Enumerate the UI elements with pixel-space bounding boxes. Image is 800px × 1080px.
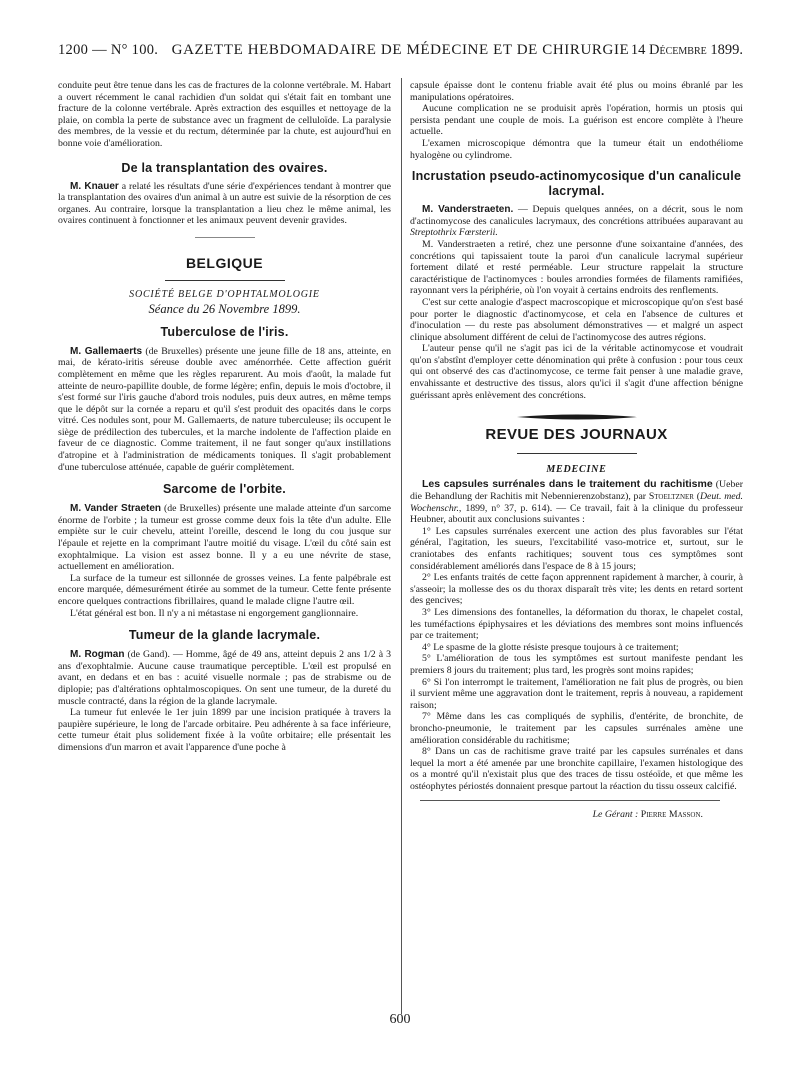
- column-divider: [401, 78, 402, 1014]
- paragraph-orbite-3: L'état général est bon. Il n'y a ni métastase ni engorgement ganglionnaire.: [70, 607, 359, 619]
- heading-rule: [165, 280, 285, 281]
- section-title-lacrymale: Tumeur de la glande lacrymale.: [128, 628, 321, 643]
- conclusion-item: 2° Les enfants traités de cette façon apprennent rapidement à marcher, à courir, à s'asseoir; la mollesse des os du thorax disparaît très vite; les dents en retard sortent des gencives;: [410, 572, 743, 607]
- paragraph-complication: Aucune complication ne se produisit après l'opération, hormis un ptosis qui persista pendant une couple de mois. La guérison est encore complète à l'heure actuelle.: [410, 103, 743, 138]
- species-name: Streptothrix Fœrsterii.: [410, 227, 498, 239]
- header-journal-title: GAZETTE HEBDOMADAIRE DE MÉDECINE ET DE CHIRURGIE: [171, 42, 630, 58]
- article-title: Les capsules surrénales dans le traitement du rachitisme: [422, 478, 713, 491]
- section-title-orbite: Sarcome de l'orbite.: [163, 482, 286, 497]
- article-journal: Deut. med. Wochenschr.: [410, 491, 743, 514]
- right-column: [410, 80, 743, 1020]
- paragraph-capsule: capsule épaisse dont le contenu friable avait été plus ou moins ébranlé par les manipulations opératoires.: [410, 80, 743, 103]
- paragraph-article-intro: [410, 479, 743, 525]
- paragraph-orbite-1: [58, 503, 391, 573]
- header-date-month: Décembre: [649, 42, 707, 58]
- header-date: [631, 42, 743, 59]
- paragraph-incrustation-3: C'est sur cette analogie d'aspect macroscopique et microscopique qu'on s'est basé pour porter le diagnostic d'actinomycose, et cela en l'absence de cultures et d'inoculation — du reste pas absolument démonstratives — et malgré un aspect clinique absolument différent de celui de l'actinomycose des autres régions.: [410, 296, 743, 343]
- section-title-incrustation: Incrustation pseudo-actinomycosique d'un canalicule lacrymal.: [411, 169, 742, 198]
- article-ref-a: (Ueber die Behandlung der Rachitis mit Nebennierenzobstanz), par: [410, 479, 743, 503]
- author-gallemaerts: M. Gallemaerts: [70, 345, 143, 357]
- gerant-name: Pierre Masson.: [640, 809, 703, 821]
- paragraph-lacrymale-1: [58, 649, 391, 707]
- paragraph-incrustation-2: M. Vanderstraeten a retiré, chez une personne d'une soixantaine d'années, des concrétions qui tapissaient toute la paroi d'un canalicule lacrymal supérieur fortement dilaté et resté perméable. Leur structure rappelait la structure caractéristique de l'actinomyces : boules arrondies formées de filaments ramifiées, rayonnant vers la périphérie, où l'on voyait à certains endroits des renflements.: [410, 238, 743, 297]
- gerant-label: Le Gérant :: [592, 809, 639, 821]
- heading-belgique: BELGIQUE: [185, 254, 264, 271]
- section-title-iris: Tuberculose de l'iris.: [160, 324, 289, 339]
- author-vander-straeten: M. Vander Straeten: [70, 503, 162, 515]
- conclusion-item: 5° L'amélioration de tous les symptômes est surtout manifeste pendant les premiers 8 jours du traitement; plus tard, les progrès sont moins rapides;: [410, 653, 743, 676]
- paragraph-orbite-2: La surface de la tumeur est sillonnée de grosses veines. La fente palpébrale est encore marquée, démesurément étirée au sommet de la tumeur. Cette fente présente encore quelques contractions fibrillaires, quand le malade cligne l'autre œil.: [58, 572, 391, 607]
- society-name: SOCIÉTÉ BELGE D'OPHTALMOLOGIE: [129, 288, 320, 300]
- author-vanderstraeten: M. Vanderstraeten.: [422, 204, 514, 216]
- ornament-rule-icon: [517, 413, 637, 421]
- conclusion-item: 1° Les capsules surrénales exercent une action des plus favorables sur l'état général, l'agitation, les sueurs, l'excitabilité vaso-motrice et, surtout, sur le craniotabes des enfants rachitiques; souvent tous ces symptômes sont considérablement améliorés dans l'espace de 8 à 15 jours;: [410, 525, 743, 572]
- paragraph-ovaires: [58, 181, 391, 227]
- conclusion-item: 4° Le spasme de la glotte résiste presque toujours à ce traitement;: [422, 641, 679, 653]
- conclusion-item: 6° Si l'on interrompt le traitement, l'amélioration ne fait plus de progrès, ou bien il survient même une aggravation dont le traitement, repris à nouveau, a rapidement raison;: [410, 676, 743, 711]
- left-column: [58, 80, 391, 1020]
- paragraph-iris: [58, 346, 391, 474]
- text-orbite-1: (de Bruxelles) présente une malade atteinte d'un sarcome énorme de l'orbite ; la tumeur est grosse comme deux fois la tête d'un adulte. Elle empiète sur le cuir chevelu, atteint l'oreille, descend le long du cou jusque sur l'épaule et rejette en la comprimant l'autre moitié du visage. L'œil du côté sain est exophtalmique. La vision est assez bonne. Il y a eu une névrite de stase, actuellement en amélioration.: [58, 503, 391, 573]
- author-knauer: M. Knauer: [70, 180, 119, 192]
- gerant-signature: [410, 809, 743, 821]
- text-lacrymale-1: (de Gand). — Homme, âgé de 49 ans, atteint depuis 2 ans 1/2 à 3 ans d'exophtalmie. Aucune cause traumatique perceptible. L'œil est propulsé en avant, en dedans et en bas : acuité visuelle normale ; pas de strabisme ou de diplopie; pas d'altérations ophtalmoscopiques. On sent une tumeur, de la dureté du muscle contracté, dans la région de la glande lacrymale.: [58, 649, 391, 707]
- intro-paragraph: conduite peut être tenue dans les cas de fractures de la colonne vertébrale. M. Habart a ouvert récemment le canal rachidien d'un soldat qui s'était fait en tombant une fracture de la colonne vertébrale. Après extraction des esquilles et nettoyage de la plaie, on combla la perte de substance avec un fragment de celluloïde. La paralysie des membres, de la vessie et du rectum, déterminée par la chute, est aujourd'hui en bonne voie d'amélioration.: [58, 80, 391, 149]
- conclusion-item: 8° Dans un cas de rachitisme grave traité par les capsules surrénales et dans lequel la mort a été amenée par une bronchite capillaire, l'examen histologique des os a montré qu'il n'existait plus que des traces de tissu ostéoïde, et que même les ostéophytes périostés donnaient presque partout la réaction du tissu osseux calcifié.: [410, 746, 743, 792]
- heading-rule: [517, 453, 637, 454]
- conclusion-item: 7° Même dans les cas compliqués de syphilis, d'entérite, de bronchite, de broncho-pneumonie, le traitement par les capsules surrénales amène une amélioration considérable du rachitisme;: [410, 711, 743, 746]
- separator-rule: [195, 237, 255, 238]
- article-ref-b: (: [693, 491, 700, 503]
- paragraph-incrustation-1: [410, 204, 743, 239]
- seance-date: Séance du 26 Novembre 1899.: [148, 302, 301, 317]
- author-rogman: M. Rogman: [70, 649, 125, 661]
- text-ovaires: a relaté les résultats d'une série d'expériences tendant à montrer que la transplantation des ovaires d'un animal à un autre est suivie de la résorption de ces organes. Au contraire, lorsque la transplantation a lieu chez le même animal, les ovaires continuent à fonctionner et les animaux peuvent devenir gravides.: [58, 180, 391, 227]
- conclusion-item: 3° Les dimensions des fontanelles, la déformation du thorax, le chapelet costal, les tuméfactions épiphysaires et les déviations des membres sont moins influencés par ce traitement;: [410, 606, 743, 642]
- running-header: [58, 42, 743, 64]
- section-medecine: MEDECINE: [546, 463, 607, 475]
- article-ref-c: , 1899, n° 37, p. 614). — Ce travail, fait à la clinique du professeur Heubner, aboutit aux conclusions suivantes :: [410, 502, 743, 526]
- text-iris: (de Bruxelles) présente une jeune fille de 18 ans, atteinte, en mai, de kérato-iritis séreuse double avec aménorrhée. Cette affection guérit complètement en même que les règles reparurent. Au mois d'août, la malade fut atteinte de neuro-papillite double, de forme légère; enfin, depuis le mois d'octobre, il s'est formé sur l'iris gauche d'abord trois nodules, puis deux autres, en même temps que le dépôt sur la cornée a reparu et qu'il s'est produit des opacités dans le corps vitré. Ces nodules sont, pour M. Gallemaerts, de nature tuberculeuse; ils occupent le siège de prédilection des tubercules, et la marche indolente de l'affection plaide en faveur de ce diagnostic. Comme traitement, il ne faut songer qu'aux instillations d'atropine et à l'administration de médicaments toniques. Il s'agit probablement d'une tuberculose atténuée, capable de guérir complètement.: [58, 345, 391, 473]
- text-incrustation-1: — Depuis quelques années, on a décrit, sous le nom d'actinomycose des canalicules lacrymaux, des concrétions attribuées auparavant au: [410, 204, 743, 227]
- section-title-ovaires: De la transplantation des ovaires.: [121, 160, 328, 175]
- paragraph-examen: L'examen microscopique démontra que la tumeur était un endothéliome hyalogène ou cylindrome.: [410, 137, 743, 161]
- article-author: Stoeltzner: [648, 491, 694, 503]
- paragraph-incrustation-4: L'auteur pense qu'il ne s'agit pas ici de la véritable actinomycose et voudrait qu'on s'abstînt d'employer cette dénomination qui prête à confusion : pour tous ceux qui ont observé des cas d'actinomycose, ce terme fait penser à une maladie grave, envahissante et destructive des tissus, alors qu'ici il s'agit d'une affection bénigne guérissant après enlèvement des concrétions.: [410, 343, 743, 401]
- paragraph-lacrymale-2: La tumeur fut enlevée le 1er juin 1899 par une incision pratiquée à travers la paupière supérieure, le long de l'arcade orbitaire. Peu adhérente à sa face inférieure, cette tumeur était plus solidement fixée à la voûte orbitaire; elle présentait les dimensions d'un marron et avait l'apparence d'une poche à: [58, 707, 391, 753]
- header-date-day: 14: [630, 42, 646, 58]
- header-date-year: 1899.: [710, 42, 743, 58]
- header-page-number: 1200 — N° 100.: [58, 42, 159, 58]
- end-rule: [420, 800, 720, 801]
- page-folio: 600: [389, 1012, 411, 1027]
- heading-revue-des-journaux: REVUE DES JOURNAUX: [485, 426, 668, 444]
